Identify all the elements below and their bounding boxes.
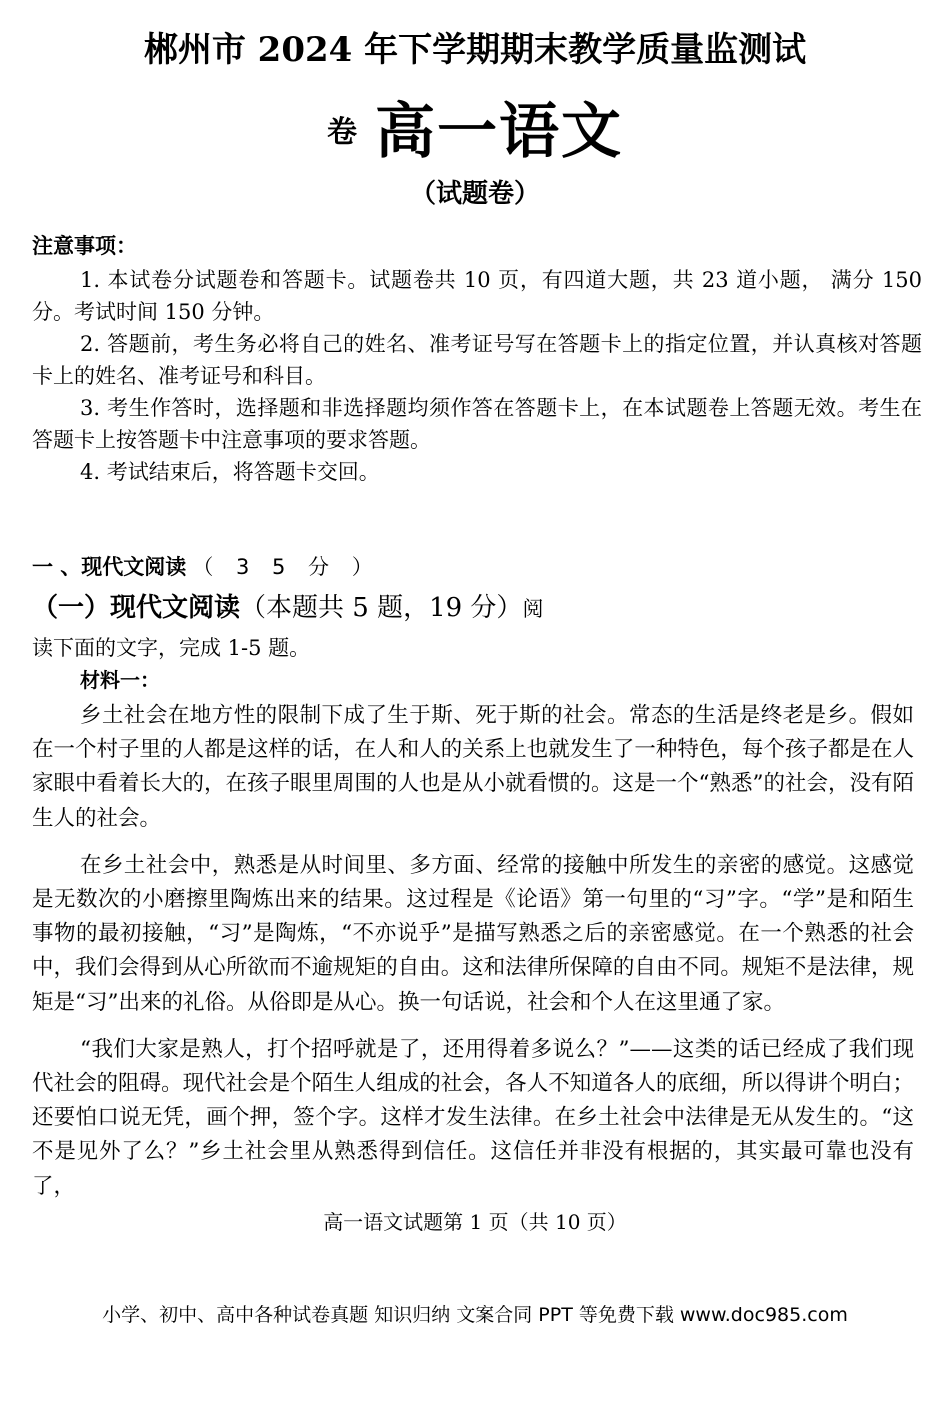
material-body — [32, 699, 914, 1204]
notice-item: 3. 考生作答时，选择题和非选择题均须作答在答题卡上，在本试题卷上答题无效。考生在答题卡上按答题卡中注意事项的要求答题。 — [32, 396, 922, 452]
paper-type: （试题卷） — [409, 179, 540, 209]
notice-item: 2. 答题前，考生务必将自己的姓名、准考证号写在答题卡上的指定位置，并认真核对答题卡上的姓名、准考证号和科目。 — [32, 332, 922, 388]
section-heading — [32, 551, 381, 581]
page-footer: 高一语文试题第 1 页（共 10 页） — [323, 1210, 627, 1234]
subsection-label: （一）现代文阅读 — [32, 593, 241, 623]
notice-item: 4. 考试结束后，将答题卡交回。 — [80, 460, 380, 484]
subject-title-line — [0, 84, 950, 170]
subsection-instruction: 阅读下面的文字，完成 1-5 题。 — [32, 597, 544, 660]
subject-title: 高一语文 — [375, 97, 623, 167]
subsection-heading — [32, 589, 552, 667]
subsection-detail: （本题共 5 题，19 分） — [240, 593, 523, 623]
notice-list — [32, 264, 922, 488]
section-score: （ 3 5 分 ） — [192, 555, 381, 579]
notice-heading: 注意事项： — [32, 234, 137, 258]
notice-item: 1. 本试卷分试题卷和答题卡。试题卷共 10 页，有四道大题，共 23 道小题， 满分 150 分。考试时间 150 分钟。 — [32, 268, 922, 324]
title-juan: 卷 — [327, 115, 357, 150]
exam-title: 郴州市 2024 年下学期期末教学质量监测试 — [143, 30, 807, 70]
material-paragraph: 在乡土社会中，熟悉是从时间里、多方面、经常的接触中所发生的亲密的感觉。这感觉是无数次的小磨擦里陶炼出来的结果。这过程是《论语》第一句里的“习”字。“学”是和陌生事物的最初接触，“习”是陶炼，“不亦说乎”是描写熟悉之后的亲密感觉。在一个熟悉的社会中，我们会得到从心所欲而不逾规矩的自由。这和法律所保障的自由不同。规矩不是法律，规矩是“习”出来的礼俗。从俗即是从心。换一句话说，社会和个人在这里通了家。 — [32, 852, 914, 1015]
promo-line: 小学、初中、高中各种试卷真题 知识归纳 文案合同 PPT 等免费下载 www.doc985.com — [102, 1304, 848, 1326]
material-title: 材料一： — [80, 668, 160, 692]
material-paragraph: 乡土社会在地方性的限制下成了生于斯、死于斯的社会。常态的生活是终老是乡。假如在一个村子里的人都是这样的话，在人和人的关系上也就发生了一种特色，每个孩子都是在人家眼中看着长大的，在孩子眼里周围的人也是从小就看惯的。这是一个“熟悉”的社会，没有陌生人的社会。 — [32, 703, 914, 831]
material-paragraph: “我们大家是熟人，打个招呼就是了，还用得着多说么？”——这类的话已经成了我们现代社会的阻碍。现代社会是个陌生人组成的社会，各人不知道各人的底细，所以得讲个明白；还要怕口说无凭，画个押，签个字。这样才发生法律。在乡土社会中法律是无从发生的。“这不是见外了么？”乡土社会里从熟悉得到信任。这信任并非没有根据的，其实最可靠也没有了， — [32, 1036, 914, 1199]
section-label: 一 、现代文阅读 — [32, 555, 187, 579]
